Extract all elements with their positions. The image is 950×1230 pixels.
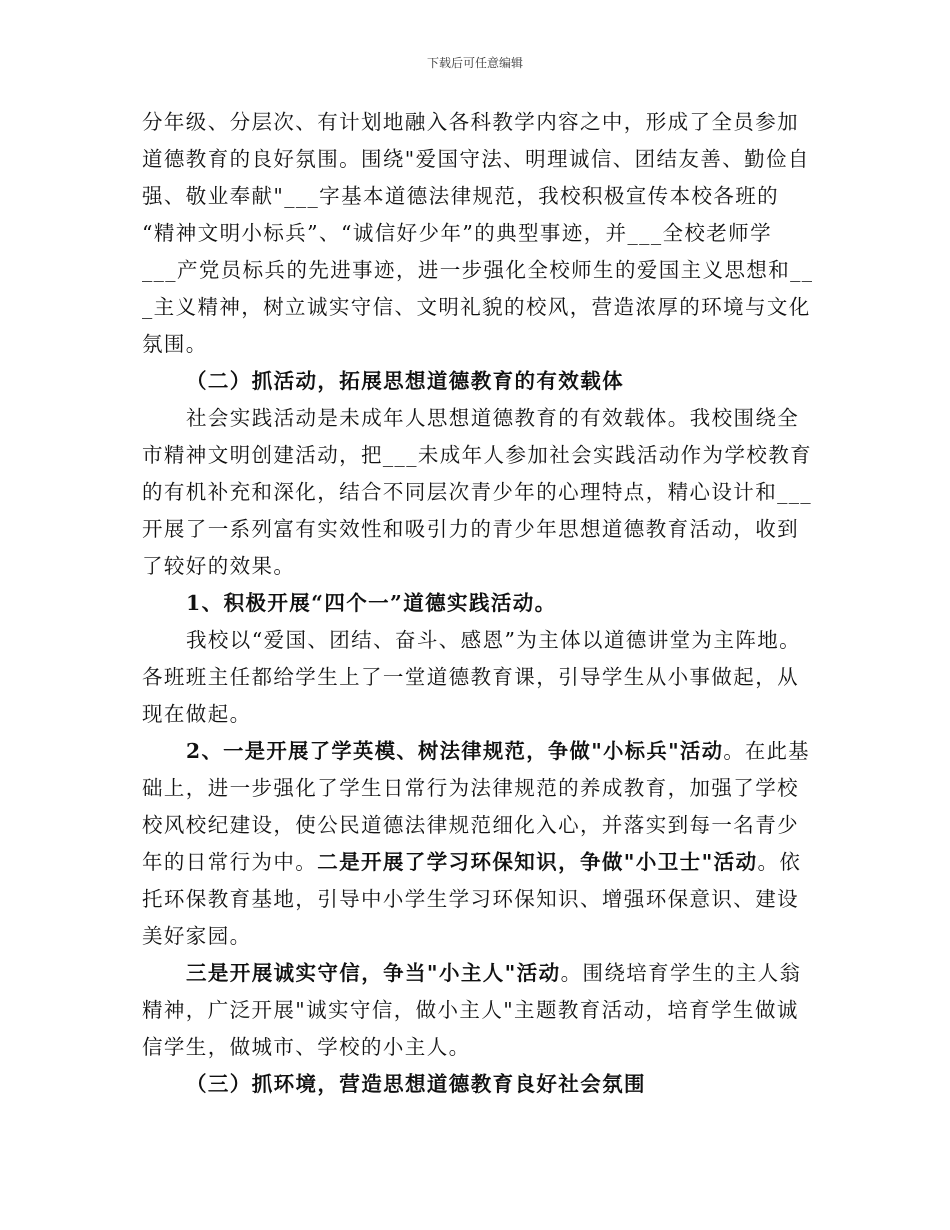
text-line: ___产党员标兵的先进事迹，进一步强化全校师生的爱国主义思想和__: [142, 258, 814, 282]
text-line: 市精神文明创建活动，把___未成年人参加社会实践活动作为学校教育: [142, 443, 813, 467]
text-line: 精神，广泛开展"诚实守信，做小主人"主题教育活动，培育学生做诚: [142, 998, 799, 1022]
text-line: 了较好的效果。: [142, 554, 296, 578]
text-line: 社会实践活动是未成年人思想道德教育的有效载体。我校围绕全: [186, 406, 800, 430]
text-line: 道德教育的良好氛围。围绕"爱国守法、明理诚信、团结友善、勤俭自: [142, 147, 810, 171]
text-line: 现在做起。: [142, 702, 252, 726]
text-line: 托环保教育基地，引导中小学生学习环保知识、增强环保意识、建设: [142, 887, 799, 911]
text-line: 年的日常行为中。二是开展了学习环保知识，争做"小卫士"活动。依: [142, 850, 802, 874]
text-line: 2、一是开展了学英模、树法律规范，争做"小标兵"活动。在此基: [186, 739, 810, 763]
text-line: 的有机补充和深化，结合不同层次青少年的心理特点，精心设计和___: [142, 480, 813, 504]
document-body: [142, 104, 814, 1103]
text-line: 美好家园。: [142, 924, 252, 948]
text-line: 础上，进一步强化了学生日常行为法律规范的养成教育，加强了学校: [142, 776, 799, 800]
text-line: 信学生，做城市、学校的小主人。: [142, 1035, 471, 1059]
text-line: 校风校纪建设，使公民道德法律规范细化入心，并落实到每一名青少: [142, 813, 799, 837]
text-line: 分年级、分层次、有计划地融入各科教学内容之中，形成了全员参加: [142, 110, 799, 134]
text-line: 我校以“爱国、团结、奋斗、感恩”为主体以道德讲堂为主阵地。: [186, 628, 802, 652]
text-line: _主义精神，树立诚实守信、文明礼貌的校风，营造浓厚的环境与文化: [142, 295, 811, 319]
text-line: 氛围。: [142, 332, 208, 356]
text-line: 强、敬业奉献"___字基本道德法律规范，我校积极宣传本校各班的: [142, 184, 780, 208]
section-heading: （二）抓活动，拓展思想道德教育的有效载体: [186, 369, 624, 393]
page-header: 下载后可任意编辑: [426, 56, 523, 70]
text-line: 各班班主任都给学生上了一堂道德教育课，引导学生从小事做起，从: [142, 665, 799, 689]
text-line: 开展了一系列富有实效性和吸引力的青少年思想道德教育活动，收到: [142, 517, 799, 541]
subsection-heading: 1、积极开展“四个一”道德实践活动。: [186, 591, 557, 615]
section-heading: （三）抓环境，营造思想道德教育良好社会氛围: [186, 1072, 646, 1096]
text-line: “精神文明小标兵”、“诚信好少年”的典型事迹，并___全校老师学: [142, 221, 772, 245]
text-line: 三是开展诚实守信，争当"小主人"活动。围绕培育学生的主人翁: [186, 961, 802, 985]
